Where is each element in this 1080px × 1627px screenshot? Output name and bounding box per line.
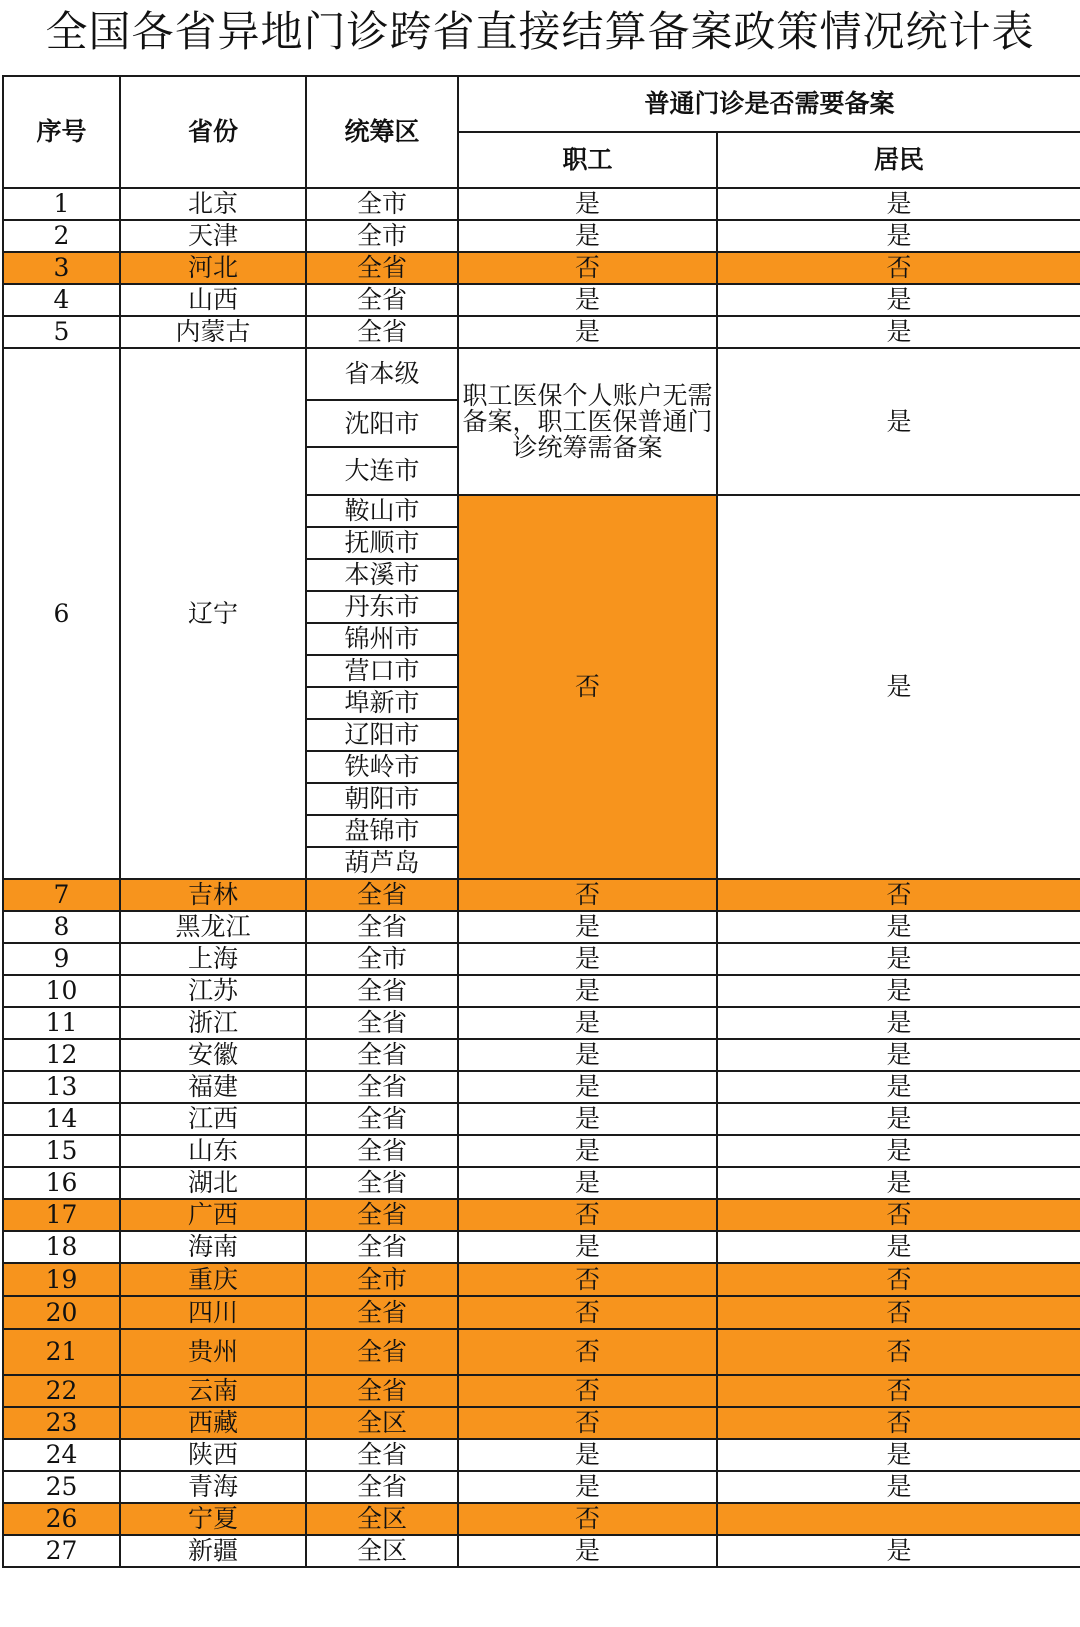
row-resident: 是	[717, 348, 1080, 495]
row-resident: 是	[717, 1231, 1080, 1263]
row-seq: 19	[3, 1263, 120, 1296]
row-resident: 是	[717, 284, 1080, 316]
row-resident: 是	[717, 943, 1080, 975]
table-row	[3, 1231, 1080, 1263]
row-region: 全省	[306, 1135, 458, 1167]
row-region: 丹东市	[306, 591, 458, 623]
row-worker: 是	[458, 1167, 717, 1199]
row-province: 黑龙江	[120, 911, 306, 943]
row-resident: 是	[717, 1007, 1080, 1039]
row-province: 湖北	[120, 1167, 306, 1199]
row-seq: 4	[3, 284, 120, 316]
row-region: 全省	[306, 911, 458, 943]
table-row	[3, 220, 1080, 252]
table-row	[3, 1263, 1080, 1296]
row-worker: 是	[458, 911, 717, 943]
row-province: 四川	[120, 1296, 306, 1329]
table-row	[3, 1407, 1080, 1439]
row-region: 大连市	[306, 447, 458, 495]
row-province: 北京	[120, 188, 306, 220]
row-worker: 否	[458, 1199, 717, 1231]
row-region: 全省	[306, 1039, 458, 1071]
row-region: 全省	[306, 1199, 458, 1231]
row-worker: 是	[458, 188, 717, 220]
row-region: 全省	[306, 1007, 458, 1039]
table-row	[3, 911, 1080, 943]
table-row	[3, 879, 1080, 911]
row-resident: 是	[717, 316, 1080, 348]
row-resident: 否	[717, 1263, 1080, 1296]
row-seq: 5	[3, 316, 120, 348]
header-worker: 职工	[458, 132, 717, 188]
row-worker: 否	[458, 495, 717, 879]
row-seq: 18	[3, 1231, 120, 1263]
row-province: 宁夏	[120, 1503, 306, 1535]
row-region: 本溪市	[306, 559, 458, 591]
page-title: 全国各省异地门诊跨省直接结算备案政策情况统计表	[45, 7, 1035, 56]
row-resident: 否	[717, 1199, 1080, 1231]
table-row	[3, 975, 1080, 1007]
row-province: 山西	[120, 284, 306, 316]
table-row	[3, 1039, 1080, 1071]
row-worker: 是	[458, 1439, 717, 1471]
row-resident: 是	[717, 911, 1080, 943]
row-seq: 25	[3, 1471, 120, 1503]
table-row	[3, 1199, 1080, 1231]
row-region: 全市	[306, 1263, 458, 1296]
row-worker: 是	[458, 1039, 717, 1071]
row-resident: 是	[717, 1167, 1080, 1199]
row-seq: 11	[3, 1007, 120, 1039]
row-worker: 否	[458, 879, 717, 911]
row-province: 上海	[120, 943, 306, 975]
row-seq: 20	[3, 1296, 120, 1329]
row-seq: 10	[3, 975, 120, 1007]
row-resident: 是	[717, 1135, 1080, 1167]
row-seq: 3	[3, 252, 120, 284]
table-row	[3, 284, 1080, 316]
table-row	[3, 1296, 1080, 1329]
row-worker: 否	[458, 1329, 717, 1375]
row-province: 江苏	[120, 975, 306, 1007]
row-region: 抚顺市	[306, 527, 458, 559]
row-region: 全省	[306, 1329, 458, 1375]
row-seq: 22	[3, 1375, 120, 1407]
row-seq: 21	[3, 1329, 120, 1375]
row-seq: 7	[3, 879, 120, 911]
row-province: 安徽	[120, 1039, 306, 1071]
row-worker: 是	[458, 1231, 717, 1263]
table-row	[3, 1503, 1080, 1535]
row-resident: 是	[717, 220, 1080, 252]
row-region: 全省	[306, 1231, 458, 1263]
row-resident	[717, 1503, 1080, 1535]
row-resident: 是	[717, 975, 1080, 1007]
row-province: 广西	[120, 1199, 306, 1231]
row-province: 新疆	[120, 1535, 306, 1567]
row-seq: 9	[3, 943, 120, 975]
row-region: 全省	[306, 975, 458, 1007]
row-worker: 否	[458, 1503, 717, 1535]
row-region: 全市	[306, 220, 458, 252]
table-row	[3, 1135, 1080, 1167]
row-seq: 23	[3, 1407, 120, 1439]
row-province: 陕西	[120, 1439, 306, 1471]
row-region: 鞍山市	[306, 495, 458, 527]
row-province: 山东	[120, 1135, 306, 1167]
row-resident: 是	[717, 1535, 1080, 1567]
row-province: 云南	[120, 1375, 306, 1407]
row-resident: 是	[717, 1039, 1080, 1071]
row-resident: 是	[717, 495, 1080, 879]
table-row	[3, 316, 1080, 348]
row-region: 全市	[306, 943, 458, 975]
row-worker: 是	[458, 1471, 717, 1503]
row-province: 青海	[120, 1471, 306, 1503]
row-seq: 12	[3, 1039, 120, 1071]
row-worker: 是	[458, 1535, 717, 1567]
row-resident: 是	[717, 1439, 1080, 1471]
row-province: 福建	[120, 1071, 306, 1103]
row-seq: 2	[3, 220, 120, 252]
header-seq: 序号	[3, 76, 120, 188]
row-seq: 6	[3, 348, 120, 879]
row-worker: 否	[458, 252, 717, 284]
row-resident: 是	[717, 1103, 1080, 1135]
table-row	[3, 1103, 1080, 1135]
header-province: 省份	[120, 76, 306, 188]
table-row	[3, 348, 1080, 400]
row-region: 全省	[306, 1103, 458, 1135]
row-seq: 26	[3, 1503, 120, 1535]
row-worker: 是	[458, 1135, 717, 1167]
row-region: 省本级	[306, 348, 458, 400]
row-region: 埠新市	[306, 687, 458, 719]
row-resident: 否	[717, 1407, 1080, 1439]
row-region: 锦州市	[306, 623, 458, 655]
row-region: 全省	[306, 1167, 458, 1199]
table-row	[3, 1071, 1080, 1103]
wechat-icon	[788, 1565, 826, 1595]
row-resident: 否	[717, 1375, 1080, 1407]
row-region: 全省	[306, 1375, 458, 1407]
row-worker-note: 职工医保个人账户无需备案，职工医保普通门诊统筹需备案	[458, 348, 717, 495]
row-resident: 否	[717, 1296, 1080, 1329]
row-province: 内蒙古	[120, 316, 306, 348]
row-province: 河北	[120, 252, 306, 284]
row-region: 全区	[306, 1503, 458, 1535]
row-seq: 15	[3, 1135, 120, 1167]
row-province: 西藏	[120, 1407, 306, 1439]
row-region: 全市	[306, 188, 458, 220]
row-worker: 是	[458, 1007, 717, 1039]
row-region: 盘锦市	[306, 815, 458, 847]
policy-table	[2, 75, 1080, 1568]
row-region: 沈阳市	[306, 400, 458, 447]
table-row	[3, 1439, 1080, 1471]
row-region: 全省	[306, 1071, 458, 1103]
row-province: 天津	[120, 220, 306, 252]
row-resident: 否	[717, 252, 1080, 284]
row-seq: 24	[3, 1439, 120, 1471]
row-seq: 17	[3, 1199, 120, 1231]
row-worker: 否	[458, 1263, 717, 1296]
row-seq: 16	[3, 1167, 120, 1199]
table-row	[3, 1471, 1080, 1503]
row-worker: 是	[458, 284, 717, 316]
table-row	[3, 1007, 1080, 1039]
row-seq: 14	[3, 1103, 120, 1135]
row-region: 铁岭市	[306, 751, 458, 783]
row-worker: 是	[458, 1103, 717, 1135]
row-province: 辽宁	[120, 348, 306, 879]
row-region: 全省	[306, 252, 458, 284]
row-region: 全省	[306, 284, 458, 316]
row-region: 全省	[306, 316, 458, 348]
row-region: 朝阳市	[306, 783, 458, 815]
row-resident: 否	[717, 1329, 1080, 1375]
row-worker: 是	[458, 975, 717, 1007]
row-worker: 否	[458, 1375, 717, 1407]
row-resident: 是	[717, 188, 1080, 220]
row-region: 全省	[306, 1471, 458, 1503]
table-row	[3, 188, 1080, 220]
header-resident: 居民	[717, 132, 1080, 188]
row-worker: 是	[458, 1071, 717, 1103]
row-worker: 否	[458, 1407, 717, 1439]
table-row	[3, 252, 1080, 284]
row-seq: 1	[3, 188, 120, 220]
table-row	[3, 1167, 1080, 1199]
watermark	[788, 1560, 1034, 1600]
row-worker: 是	[458, 943, 717, 975]
watermark-text: 泰康同济武汉医院	[834, 1567, 1035, 1596]
row-region: 全省	[306, 1439, 458, 1471]
table-row	[3, 1329, 1080, 1375]
header-region: 统筹区	[306, 76, 458, 188]
row-region: 全省	[306, 1296, 458, 1329]
row-resident: 否	[717, 879, 1080, 911]
row-seq: 8	[3, 911, 120, 943]
row-province: 贵州	[120, 1329, 306, 1375]
row-worker: 是	[458, 220, 717, 252]
table-row	[3, 943, 1080, 975]
row-region: 营口市	[306, 655, 458, 687]
row-province: 重庆	[120, 1263, 306, 1296]
row-worker: 是	[458, 316, 717, 348]
row-region: 全区	[306, 1407, 458, 1439]
row-resident: 是	[717, 1071, 1080, 1103]
row-province: 浙江	[120, 1007, 306, 1039]
row-resident: 是	[717, 1471, 1080, 1503]
row-region: 葫芦岛	[306, 847, 458, 879]
row-seq: 27	[3, 1535, 120, 1567]
row-province: 江西	[120, 1103, 306, 1135]
row-region: 全区	[306, 1535, 458, 1567]
row-province: 海南	[120, 1231, 306, 1263]
row-worker: 否	[458, 1296, 717, 1329]
table-row	[3, 1375, 1080, 1407]
row-seq: 13	[3, 1071, 120, 1103]
row-region: 全省	[306, 879, 458, 911]
header-group: 普通门诊是否需要备案	[458, 76, 1080, 132]
row-province: 吉林	[120, 879, 306, 911]
row-region: 辽阳市	[306, 719, 458, 751]
